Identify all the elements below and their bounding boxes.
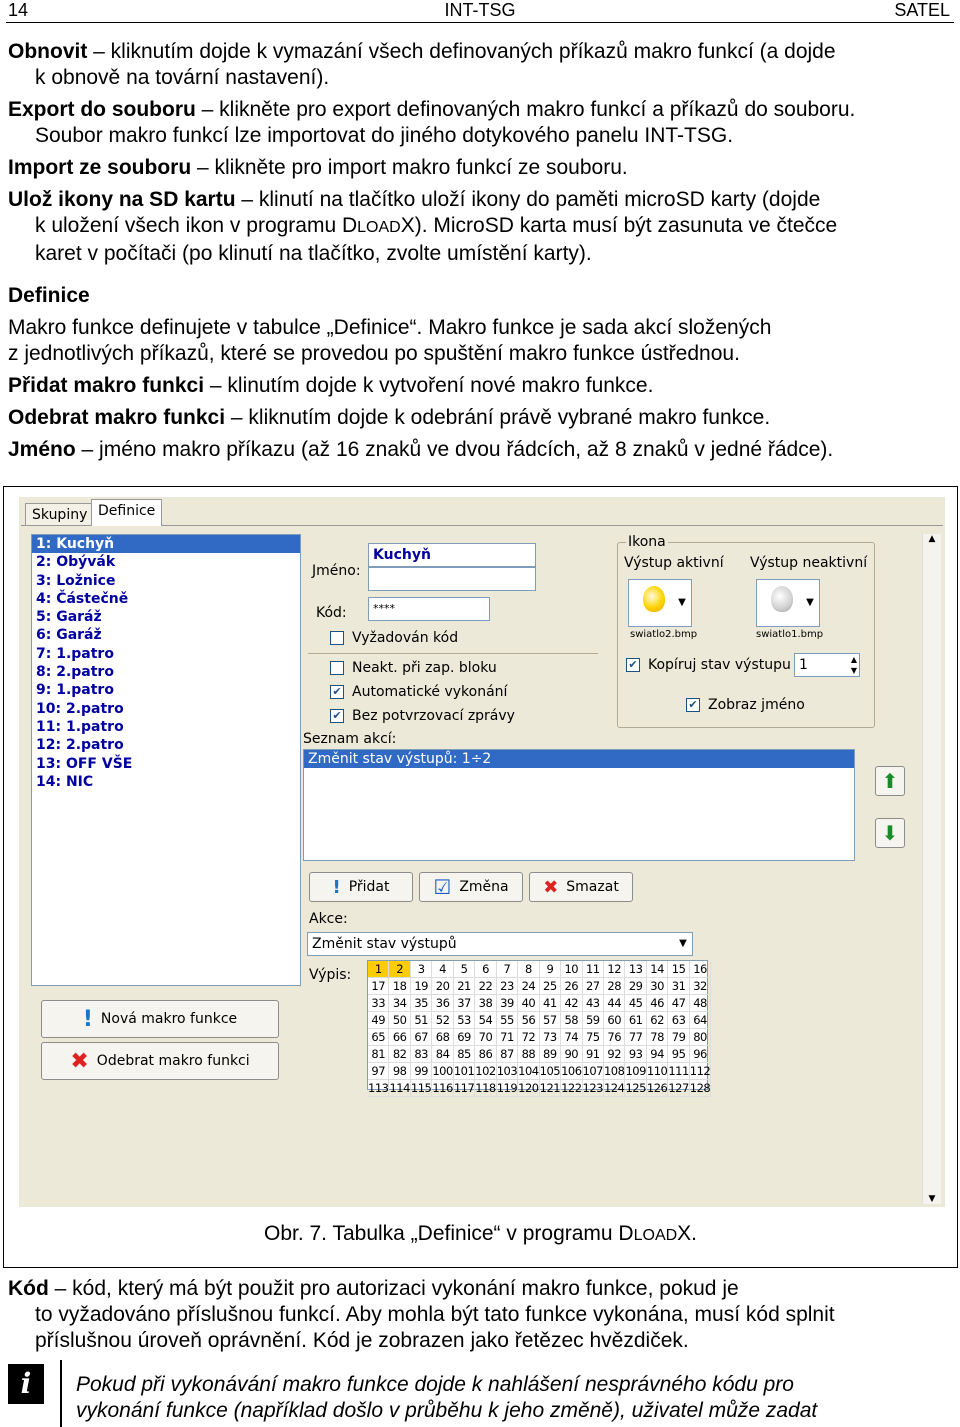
no-block-label: Neakt. při zap. bloku [352,660,497,676]
output-cell[interactable]: 86 [475,1046,496,1063]
text-odebrat: – kliknutím dojde k odebrání právě vybrané makro funkce. [225,406,771,429]
red-x-icon: ✖ [70,1048,89,1074]
file-active: swiatlo2.bmp [630,629,698,640]
require-code-checkbox[interactable] [330,630,458,646]
page-number: 14 [8,0,29,20]
output-cell[interactable]: 109 [625,1064,646,1078]
macro-list-item[interactable]: 2: Obývák [36,554,116,571]
output-cell[interactable]: 39 [497,995,518,1012]
text-uloz-3: karet v počítači (po klinutí na tlačítko, zvolte umístění karty). [35,242,592,265]
macro-list-item[interactable]: 10: 2.patro [36,700,124,717]
macro-list-item[interactable]: 5: Garáž [36,609,102,626]
red-x-icon: ✖ [543,876,559,898]
output-cell[interactable]: 118 [475,1081,496,1095]
macro-list-item[interactable]: 8: 2.patro [36,664,114,681]
output-cell[interactable]: 30 [647,978,668,995]
output-cell[interactable]: 111 [668,1064,689,1078]
term-odebrat: Odebrat makro funkci [8,406,226,429]
output-cell[interactable]: 70 [475,1029,496,1046]
icon-group [617,534,875,728]
macro-list[interactable] [31,534,301,986]
output-cell[interactable]: 83 [411,1046,432,1063]
actions-label: Seznam akcí: [303,731,397,747]
show-name-label: Zobraz jméno [708,697,805,713]
macro-list-item[interactable]: 6: Garáž [36,627,102,644]
remove-macro-button[interactable] [41,1042,279,1080]
text-uloz: – klinutí na tlačítko uloží ikony do paměti microSD karty (dojde [235,188,821,211]
caption-b: X. [677,1222,698,1245]
output-cell[interactable]: 46 [647,995,668,1012]
note-line2: vykonání funkce (například došlo v průběhu k jeho změně), uživatel může zadat [76,1399,818,1422]
show-name-checkbox[interactable] [686,697,805,713]
output-cell[interactable]: 64 [690,1012,711,1029]
output-cell[interactable]: 104 [518,1064,539,1078]
output-cell[interactable]: 5 [454,961,475,978]
term-import: Import ze souboru [8,156,192,179]
output-cell[interactable]: 127 [668,1081,689,1095]
output-cell[interactable]: 44 [604,995,625,1012]
output-cell[interactable]: 19 [411,978,432,995]
actions-list[interactable] [303,749,855,861]
para-import [8,155,950,181]
text-kod: – kód, který má být použit pro autorizaci vykonání makro funkce, pokud je [48,1277,739,1300]
output-cell[interactable]: 95 [668,1046,689,1063]
term-uloz: Ulož ikony na SD kartu [8,188,236,211]
text-uloz-sc: LOAD [357,219,401,236]
output-cell[interactable]: 112 [689,1064,711,1078]
add-label: Přidat [348,879,390,895]
name-label: Jméno: [312,563,361,579]
output-cell[interactable]: 120 [518,1081,539,1095]
output-cell[interactable]: 74 [561,1029,582,1046]
output-cell[interactable]: 21 [454,978,475,995]
para-obnovit [8,39,950,91]
output-cell[interactable]: 4 [432,961,453,978]
change-label: Změna [459,879,509,895]
output-cell[interactable]: 51 [411,1012,432,1029]
output-cell[interactable]: 115 [410,1081,432,1095]
auto-exec-checkbox[interactable] [330,684,507,700]
output-cell[interactable]: 121 [539,1081,561,1095]
output-cell[interactable]: 36 [432,995,453,1012]
note-line1: Pokud při vykonávání makro funkce dojde k nahlášení nesprávného kódu pro [76,1373,794,1396]
output-cell[interactable]: 24 [518,978,539,995]
output-cell[interactable]: 16 [690,961,711,978]
output-cell[interactable]: 40 [518,995,539,1012]
output-cell[interactable]: 82 [389,1046,410,1063]
text-export-2: Soubor makro funkcí lze importovat do jiného dotykového panelu INT-TSG. [35,124,734,147]
output-cell[interactable]: 62 [647,1012,668,1029]
header-rule [6,22,954,23]
output-cell[interactable]: 79 [668,1029,689,1046]
output-cell[interactable]: 11 [583,961,604,978]
term-kod: Kód [8,1277,49,1300]
code-field[interactable]: **** [368,597,490,621]
name-code-area [303,534,611,736]
file-inactive: swiatlo1.bmp [756,629,824,640]
output-cell[interactable]: 76 [604,1029,625,1046]
output-cell[interactable]: 13 [625,961,646,978]
action-item[interactable]: Změnit stav výstupů: 1÷2 [304,750,854,768]
dloadx-window [19,497,945,1207]
tab-definice[interactable]: Definice [91,499,162,526]
output-cell[interactable]: 32 [690,978,711,995]
output-cell[interactable]: 93 [625,1046,646,1063]
action-label: Akce: [309,911,348,927]
output-cell[interactable]: 88 [518,1046,539,1063]
output-cell[interactable]: 37 [454,995,475,1012]
bulb-off-icon [771,586,793,612]
macro-list-item[interactable]: 7: 1.patro [36,645,114,662]
output-cell[interactable]: 34 [389,995,410,1012]
output-cell[interactable]: 2 [389,961,410,978]
output-cell[interactable]: 15 [668,961,689,978]
name-field-line1[interactable]: Kuchyň [368,543,536,567]
output-cell[interactable]: 41 [540,995,561,1012]
scroll-down-icon: ▼ [928,1194,936,1204]
output-cell[interactable]: 85 [454,1046,475,1063]
output-cell[interactable]: 73 [540,1029,561,1046]
output-cell[interactable]: 99 [411,1063,432,1080]
output-cell[interactable]: 96 [690,1046,711,1063]
para-definice [8,315,950,367]
output-cell[interactable]: 48 [690,995,711,1012]
arrow-down-icon: ⬇ [881,821,899,845]
macro-list-item[interactable]: 9: 1.patro [36,682,114,699]
add-action-button[interactable] [309,872,413,902]
tab-skupiny[interactable]: Skupiny [25,503,94,526]
output-cell[interactable]: 80 [690,1029,711,1046]
note-text [76,1372,950,1424]
output-cell[interactable]: 124 [603,1081,625,1095]
output-cell[interactable]: 25 [540,978,561,995]
icon-group-label: Ikona [628,534,666,550]
text-import: – klikněte pro import makro funkcí ze souboru. [191,156,628,179]
output-cell[interactable]: 58 [561,1012,582,1029]
exclamation-icon: ! [332,876,341,898]
checkmark-icon: ✔ [330,709,344,723]
term-jmeno: Jméno [8,438,76,461]
output-cell[interactable]: 84 [432,1046,453,1063]
text-definice-2: z jednotlivých příkazů, které se provedou po spuštění makro funkce ústřednou. [8,342,740,365]
para-pridat [8,373,950,399]
inactive-icon-select[interactable] [756,579,820,627]
separator [308,653,598,654]
text-jmeno: – jméno makro příkazu (až 16 znaků ve dvou řádcích, až 8 znaků v jedné řádce). [75,438,834,461]
output-cell[interactable]: 14 [647,961,668,978]
output-cell[interactable]: 94 [647,1046,668,1063]
action-select[interactable] [307,932,693,956]
dropdown-arrow-icon: ▼ [673,580,691,626]
output-cell[interactable]: 59 [583,1012,604,1029]
macro-list-item[interactable]: 11: 1.patro [36,718,124,735]
bulb-on-icon [643,586,665,612]
select-label: Výpis: [309,967,352,983]
output-cell[interactable]: 89 [540,1046,561,1063]
definice-heading-text: Definice [8,284,90,307]
output-cell[interactable]: 113 [368,1081,389,1095]
macro-list-item[interactable]: 1: Kuchyň [32,535,300,553]
output-cell[interactable]: 107 [582,1064,603,1078]
output-cell[interactable]: 42 [561,995,582,1012]
output-cell[interactable]: 92 [604,1046,625,1063]
text-obnovit: – kliknutím dojde k vymazání všech definovaných příkazů makro funkcí (a dojde [87,40,836,63]
output-cell[interactable]: 1 [368,961,389,978]
para-uloz [8,187,950,267]
page-header-title: INT-TSG [444,0,516,20]
para-export [8,97,950,149]
output-cell[interactable]: 47 [668,995,689,1012]
para-odebrat [8,405,950,431]
text-uloz-2 [8,213,950,241]
move-down-button[interactable] [875,818,905,848]
output-cell[interactable]: 50 [389,1012,410,1029]
no-confirm-checkbox[interactable] [330,708,515,724]
macro-list-item[interactable]: 4: Částečně [36,590,129,607]
output-cell[interactable]: 52 [432,1012,453,1029]
output-cell[interactable]: 72 [518,1029,539,1046]
output-cell[interactable]: 110 [646,1064,668,1078]
output-cell[interactable]: 116 [432,1081,453,1095]
macro-list-item[interactable]: 14: NIC [36,773,94,790]
checkmark-icon: ✔ [686,698,700,712]
require-code-label: Vyžadován kód [352,630,459,646]
figure-caption [4,1222,957,1246]
output-cell[interactable]: 98 [389,1063,410,1080]
output-cell[interactable]: 90 [561,1046,582,1063]
no-confirm-label: Bez potvrzovací zprávy [352,708,515,724]
action-select-value: Změnit stav výstupů [312,936,457,952]
exclamation-icon: ! [82,1006,93,1032]
para-kod [8,1276,950,1354]
macro-list-item[interactable]: 12: 2.patro [36,737,124,754]
new-macro-label: Nová makro funkce [100,1011,238,1027]
new-macro-button[interactable] [41,1000,279,1038]
output-cell[interactable]: 31 [668,978,689,995]
page-header-brand: SATEL [894,0,950,20]
output-cell[interactable]: 26 [561,978,582,995]
no-block-checkbox[interactable] [330,660,497,676]
output-cell[interactable]: 9 [540,961,561,978]
output-cell[interactable]: 123 [582,1081,603,1095]
text-kod-2: to vyžadováno příslušnou funkcí. Aby mohla být tato funkce vykonána, musí kód splnit [35,1303,835,1326]
output-cell[interactable]: 63 [668,1012,689,1029]
text-export: – klikněte pro export definovaných makro funkcí a příkazů do souboru. [195,98,856,121]
move-up-button[interactable] [875,766,905,796]
output-cell[interactable]: 100 [432,1064,453,1078]
caption-a: Obr. 7. Tabulka „Definice“ v programu D [263,1222,634,1245]
output-cell[interactable]: 17 [368,978,389,995]
copy-state-label: Kopíruj stav výstupu [648,657,791,673]
name-field-line2[interactable] [368,567,536,591]
output-cell[interactable]: 87 [497,1046,518,1063]
scroll-up-icon: ▲ [928,534,936,544]
output-cell[interactable]: 35 [411,995,432,1012]
output-cell[interactable]: 22 [475,978,496,995]
note-rule [60,1360,62,1427]
text-kod-3: příslušnou úroveň oprávnění. Kód je zobrazen jako řetězec hvězdiček. [35,1329,689,1352]
output-cell[interactable]: 53 [454,1012,475,1029]
caption-sc: LOAD [633,1227,678,1244]
output-cell[interactable]: 3 [411,961,432,978]
output-cell[interactable]: 23 [497,978,518,995]
output-cell[interactable]: 119 [496,1081,518,1095]
output-cell[interactable]: 20 [432,978,453,995]
code-label: Kód: [316,605,347,621]
output-cell[interactable]: 8 [518,961,539,978]
checkbox-box [330,661,344,675]
output-cell[interactable]: 122 [561,1081,582,1095]
output-cell[interactable]: 106 [561,1064,582,1078]
info-icon: i [8,1364,44,1404]
text-obnovit-2: k obnově na tovární nastavení). [35,66,330,89]
output-cell[interactable]: 57 [540,1012,561,1029]
output-cell[interactable]: 27 [583,978,604,995]
delete-label: Smazat [566,879,619,895]
output-cell[interactable]: 125 [625,1081,646,1095]
output-cell[interactable]: 56 [518,1012,539,1029]
checkbox-box [330,631,344,645]
change-action-button[interactable] [419,872,523,902]
text-uloz-2b: X). MicroSD karta musí být zasunuta ve čtečce [400,214,838,237]
output-cell[interactable]: 68 [432,1029,453,1046]
output-cell[interactable]: 71 [497,1029,518,1046]
term-pridat: Přidat makro funkci [8,374,205,397]
output-inactive-label: Výstup neaktivní [750,555,868,571]
output-cell[interactable]: 81 [368,1046,389,1063]
copy-value-spinner[interactable] [794,653,860,677]
checkmark-icon: ✔ [330,685,344,699]
output-cell[interactable]: 12 [604,961,625,978]
output-cell[interactable]: 28 [604,978,625,995]
output-cell[interactable]: 126 [646,1081,668,1095]
figure-frame [3,486,958,1268]
output-cell[interactable]: 49 [368,1012,389,1029]
output-cell[interactable]: 60 [604,1012,625,1029]
output-cell[interactable]: 29 [625,978,646,995]
output-cell[interactable]: 108 [603,1064,625,1078]
definice-heading [8,283,950,309]
term-obnovit: Obnovit [8,40,88,63]
para-jmeno [8,437,950,463]
output-cell[interactable]: 7 [497,961,518,978]
output-active-label: Výstup aktivní [624,555,724,571]
output-cell[interactable]: 105 [539,1064,561,1078]
checkmark-icon: ✔ [626,658,640,672]
text-uloz-2a: k uložení všech ikon v programu D [35,214,358,237]
output-cell[interactable]: 101 [453,1064,475,1078]
output-cell[interactable]: 91 [583,1046,604,1063]
arrow-up-icon: ⬆ [881,769,899,793]
copy-state-checkbox[interactable] [626,657,791,673]
auto-exec-label: Automatické vykonání [352,684,508,700]
output-cell[interactable]: 66 [389,1029,410,1046]
outputs-grid[interactable] [367,960,711,1095]
output-cell[interactable]: 69 [454,1029,475,1046]
output-cell[interactable]: 77 [625,1029,646,1046]
spinner-arrows-icon: ▲ ▼ [850,655,857,675]
output-cell[interactable]: 33 [368,995,389,1012]
output-cell[interactable]: 43 [583,995,604,1012]
output-cell[interactable]: 97 [368,1063,389,1080]
output-cell[interactable]: 128 [689,1081,711,1095]
copy-value: 1 [799,657,808,673]
dropdown-arrow-icon: ▼ [674,933,692,955]
scrollbar[interactable] [922,534,941,1204]
output-cell[interactable]: 78 [647,1029,668,1046]
output-cell[interactable]: 117 [453,1081,475,1095]
definice-panel [21,525,943,1206]
output-cell[interactable]: 67 [411,1029,432,1046]
output-cell[interactable]: 55 [497,1012,518,1029]
delete-action-button[interactable] [529,872,633,902]
term-export: Export do souboru [8,98,196,121]
output-cell[interactable]: 10 [561,961,582,978]
macro-list-item[interactable]: 13: OFF VŠE [36,755,133,772]
output-cell[interactable]: 45 [625,995,646,1012]
active-icon-select[interactable] [628,579,692,627]
macro-list-item[interactable]: 3: Ložnice [36,572,116,589]
dropdown-arrow-icon: ▼ [801,580,819,626]
text-definice: Makro funkce definujete v tabulce „Definice“. Makro funkce je sada akcí složených [8,316,772,339]
output-cell[interactable]: 18 [389,978,410,995]
output-cell[interactable]: 102 [475,1064,496,1078]
output-cell[interactable]: 61 [625,1012,646,1029]
remove-macro-label: Odebrat makro funkci [96,1053,250,1069]
text-pridat: – klinutím dojde k vytvoření nové makro funkce. [204,374,654,397]
output-cell[interactable]: 103 [496,1064,518,1078]
output-cell[interactable]: 38 [475,995,496,1012]
output-cell[interactable]: 75 [583,1029,604,1046]
output-cell[interactable]: 65 [368,1029,389,1046]
output-cell[interactable]: 114 [389,1081,410,1095]
checkbox-edit-icon: ☑ [433,875,452,899]
output-cell[interactable]: 6 [475,961,496,978]
output-cell[interactable]: 54 [475,1012,496,1029]
